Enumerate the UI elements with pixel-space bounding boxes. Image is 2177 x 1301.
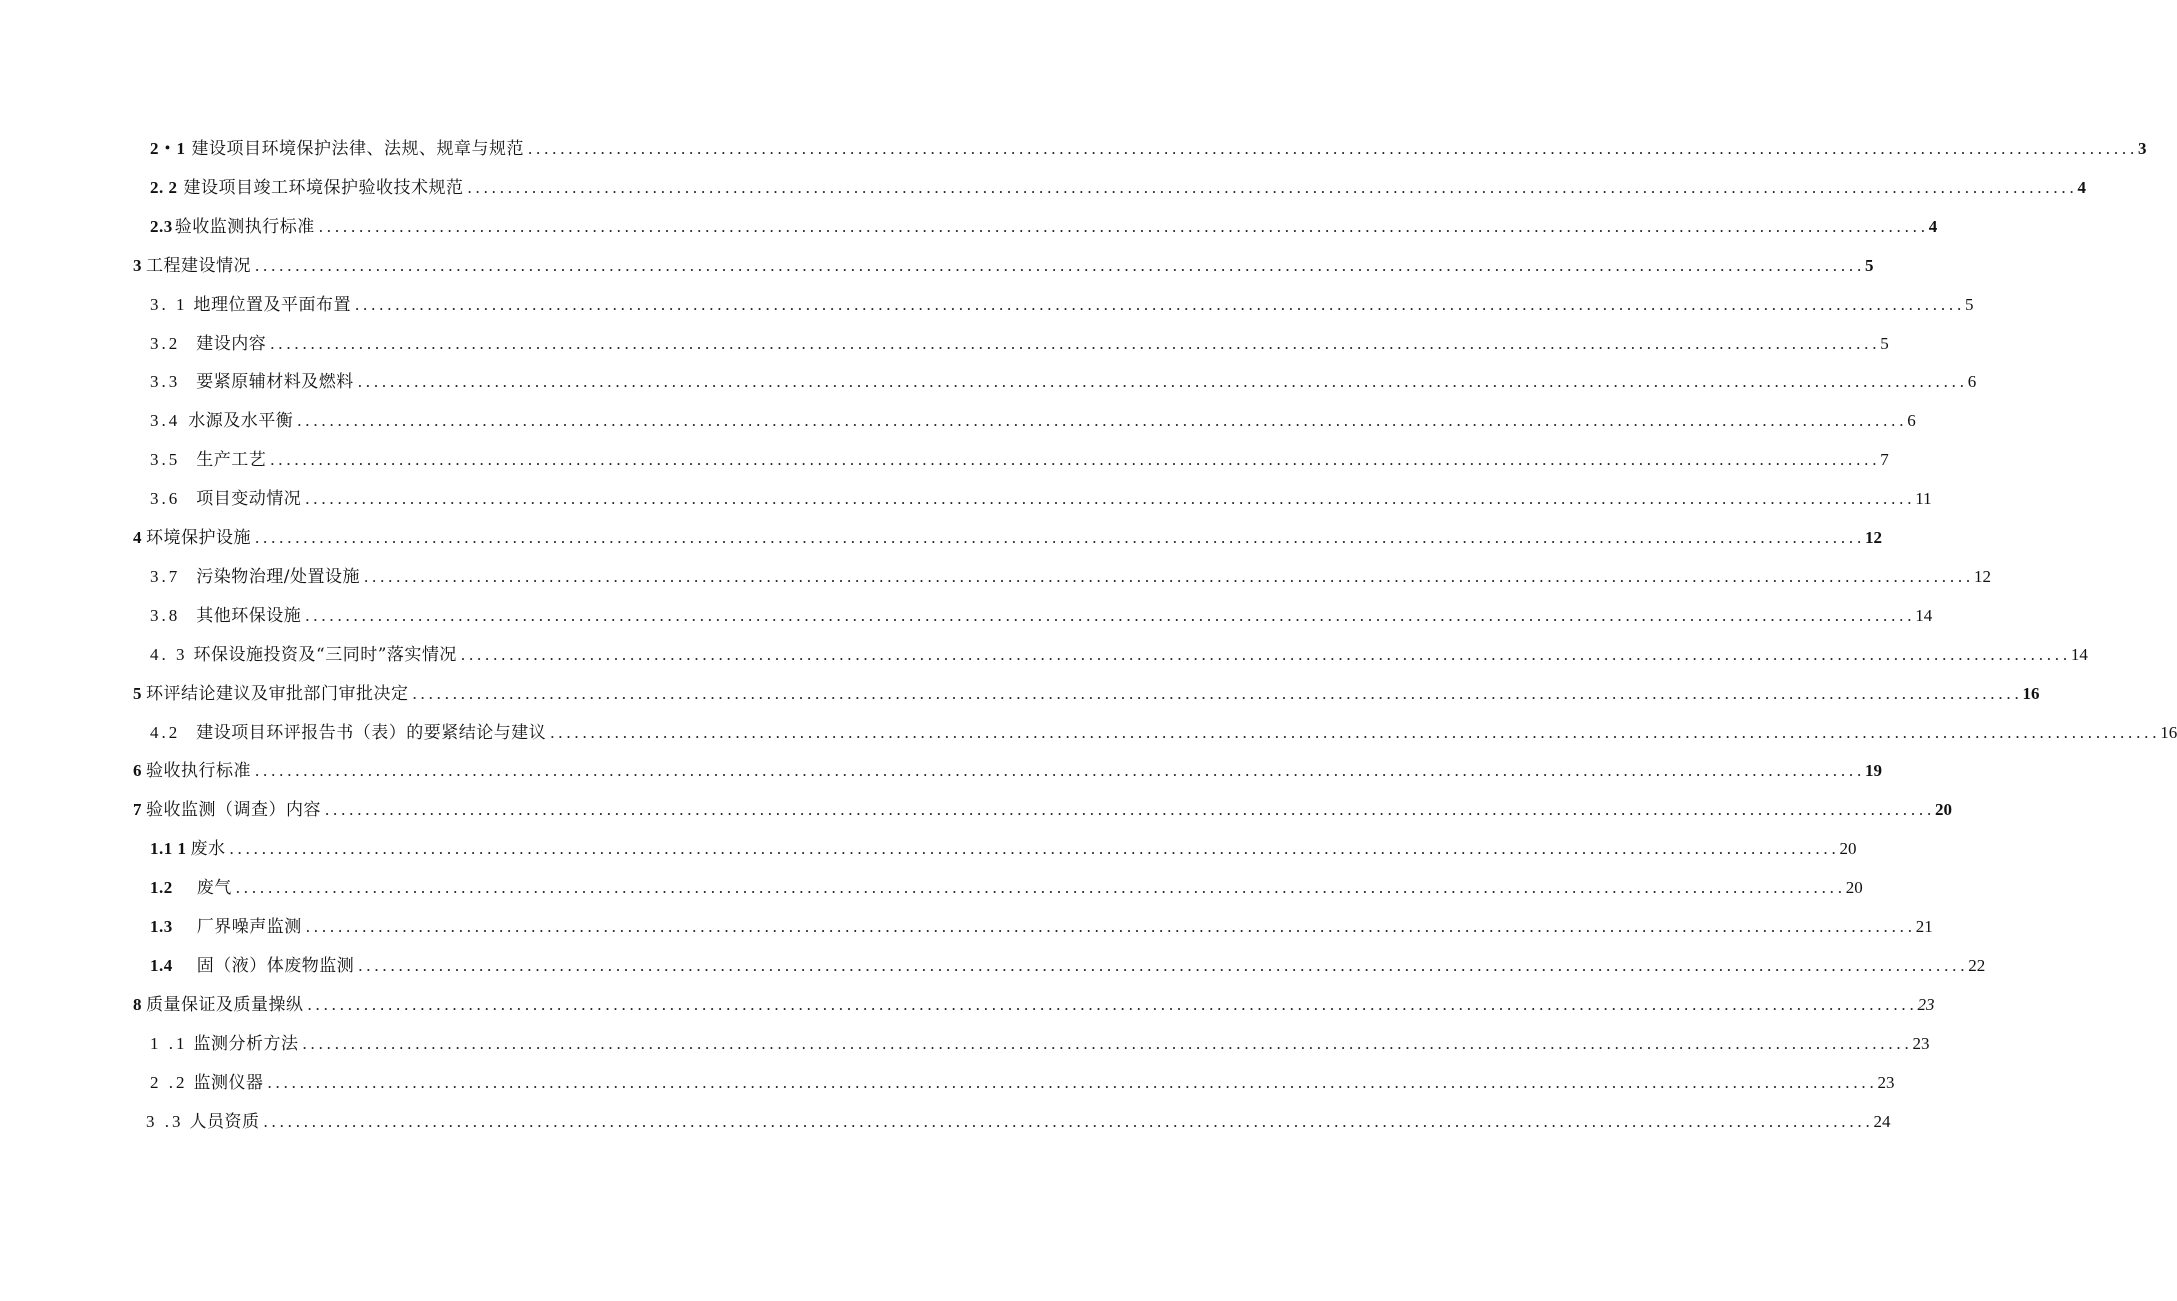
toc-entry[interactable]	[150, 1070, 1895, 1096]
toc-entry[interactable]	[150, 175, 2086, 201]
toc-dot-leader: ........................................................................................................................................................................................................	[355, 294, 1965, 314]
toc-entry[interactable]	[150, 369, 1977, 395]
toc-page-number: 5	[1865, 255, 1874, 275]
toc-dot-leader: ........................................................................................................................................................................................................	[297, 411, 1908, 431]
toc-entry-number: 3.2	[150, 333, 181, 353]
toc-entry[interactable]	[150, 331, 1889, 357]
toc-entry-title: 环境保护设施	[146, 528, 251, 548]
toc-entry-number: 3	[133, 255, 142, 275]
toc-dot-leader: ........................................................................................................................................................................................................	[302, 1033, 1913, 1053]
toc-entry-number: 3.8	[150, 605, 181, 625]
toc-entry[interactable]	[150, 214, 1938, 240]
toc-dot-leader: ........................................................................................................................................................................................................	[305, 605, 1916, 625]
toc-entry[interactable]	[150, 914, 1933, 940]
toc-dot-leader: ........................................................................................................................................................................................................	[255, 761, 1865, 781]
toc-entry[interactable]	[150, 564, 1991, 590]
toc-entry-title: 废水	[190, 839, 226, 860]
toc-entry-title: 污染物治理/处置设施	[196, 566, 360, 587]
toc-entry-title: 建设项目竣工环境保护验收技术规范	[183, 177, 464, 198]
toc-page-number: 16	[2022, 683, 2040, 703]
toc-entry-title: 固（液）体废物监测	[196, 955, 355, 976]
toc-entry[interactable]	[133, 681, 2040, 707]
toc-entry-number: 2 .2	[150, 1072, 188, 1092]
toc-entry-number: 3. 1	[150, 294, 188, 314]
toc-page-number: 4	[2077, 177, 2086, 197]
toc-dot-leader: ........................................................................................................................................................................................................	[358, 955, 1969, 975]
toc-entry-title: 验收监测（调查）内容	[146, 800, 321, 821]
toc-dot-leader: ........................................................................................................................................................................................................	[467, 177, 2078, 197]
toc-entry-number: 1.2	[150, 878, 173, 898]
toc-entry[interactable]	[150, 136, 2147, 162]
toc-page-number: 14	[1915, 605, 1933, 625]
toc-entry-number: 5	[133, 683, 142, 703]
toc-entry[interactable]	[133, 797, 1952, 823]
toc-entry-number: 3.6	[150, 489, 181, 509]
toc-entry-number: 1.1 1	[150, 839, 187, 859]
toc-entry-number: 6	[133, 761, 142, 781]
toc-entry-number: 3 .3	[146, 1111, 184, 1131]
toc-page-number: 16	[2160, 722, 2177, 742]
toc-entry-title: 项目变动情况	[196, 489, 302, 510]
toc-dot-leader: ........................................................................................................................................................................................................	[460, 644, 2071, 664]
toc-entry-title: 生产工艺	[196, 450, 267, 471]
toc-dot-leader: ........................................................................................................................................................................................................	[229, 839, 1840, 859]
toc-entry-number: 1 .1	[150, 1033, 188, 1053]
toc-entry-number: 1.3	[150, 917, 173, 936]
toc-page-number: 3	[2138, 139, 2147, 158]
toc-entry-title: 水源及水平衡	[188, 411, 294, 432]
toc-entry-number: 4. 3	[150, 644, 188, 664]
toc-entry-number: 4.2	[150, 722, 181, 742]
toc-entry[interactable]	[150, 408, 1916, 434]
toc-page-number: 19	[1865, 761, 1882, 781]
toc-entry-title: 环评结论建议及审批部门审批决定	[146, 683, 409, 704]
toc-dot-leader: ........................................................................................................................................................................................................	[305, 489, 1916, 509]
toc-entry[interactable]	[150, 875, 1863, 901]
toc-entry-number: 2.3	[150, 216, 173, 236]
toc-dot-leader: ........................................................................................................................................................................................................	[325, 800, 1935, 820]
toc-entry-title: 验收监测执行标准	[174, 216, 315, 237]
toc-dot-leader: ........................................................................................................................................................................................................	[305, 917, 1916, 936]
toc-entry-title: 环保设施投资及“三同时”落实情况	[193, 644, 457, 665]
toc-page-number: 22	[1968, 955, 1986, 975]
toc-page-number: 24	[1873, 1111, 1891, 1131]
toc-entry-number: 1.4	[150, 955, 173, 975]
toc-page-number: 7	[1880, 450, 1889, 470]
toc-page-number: 20	[1845, 878, 1863, 898]
toc-entry-title: 厂界噪声监测	[196, 917, 302, 937]
toc-entry[interactable]	[150, 642, 2088, 668]
toc-page-number: 14	[2070, 644, 2088, 664]
toc-entry-title: 人员资质	[189, 1111, 260, 1132]
toc-entry-number: 8	[133, 994, 142, 1014]
toc-dot-leader: ........................................................................................................................................................................................................	[357, 372, 1968, 392]
toc-dot-leader: ........................................................................................................................................................................................................	[235, 878, 1846, 898]
toc-entry-number: 2. 2	[150, 177, 178, 197]
toc-dot-leader: ........................................................................................................................................................................................................	[550, 722, 2161, 742]
toc-entry-title: 其他环保设施	[196, 605, 302, 626]
toc-entry-number: 4	[133, 528, 142, 547]
toc-dot-leader: ........................................................................................................................................................................................................	[270, 450, 1881, 470]
toc-page-number: 6	[1907, 411, 1916, 431]
toc-entry-number: 3.3	[150, 372, 181, 392]
toc-entry[interactable]	[150, 447, 1889, 473]
toc-entry-title: 要紧原辅材料及燃料	[196, 372, 354, 393]
toc-entry[interactable]	[150, 603, 1933, 629]
toc-entry-title: 监测分析方法	[193, 1033, 299, 1054]
toc-entry[interactable]	[150, 486, 1932, 512]
toc-dot-leader: ........................................................................................................................................................................................................	[263, 1111, 1874, 1131]
toc-entry-number: 7	[133, 800, 142, 820]
toc-dot-leader: ........................................................................................................................................................................................................	[267, 1072, 1878, 1092]
toc-entry-title: 地理位置及平面布置	[193, 294, 351, 315]
toc-entry[interactable]	[133, 253, 1874, 279]
toc-page-number: 23	[1912, 1033, 1930, 1053]
toc-dot-leader: ........................................................................................................................................................................................................	[528, 139, 2138, 158]
toc-entry[interactable]	[150, 953, 1986, 979]
toc-page-number: 6	[1967, 372, 1977, 392]
toc-entry[interactable]	[150, 1031, 1930, 1057]
toc-entry-number: 3.5	[150, 450, 181, 470]
toc-entry-title: 工程建设情况	[146, 255, 251, 276]
toc-dot-leader: ........................................................................................................................................................................................................	[270, 333, 1881, 353]
toc-dot-leader: ........................................................................................................................................................................................................	[255, 255, 1865, 275]
toc-entry-title: 质量保证及质量操纵	[146, 994, 304, 1015]
toc-page-number: 20	[1839, 839, 1857, 859]
toc-entry-number: 3.4	[150, 411, 181, 431]
toc-dot-leader: ........................................................................................................................................................................................................	[363, 566, 1974, 586]
toc-page-number: 4	[1928, 216, 1938, 236]
toc-entry-number: 3.7	[150, 566, 181, 586]
toc-entry-title: 建设内容	[196, 333, 267, 354]
toc-entry[interactable]	[133, 525, 1882, 551]
toc-entry[interactable]	[150, 720, 2177, 746]
toc-entry-title: 监测仪器	[193, 1072, 264, 1093]
toc-dot-leader: ........................................................................................................................................................................................................	[318, 216, 1929, 236]
toc-page-number: 5	[1965, 294, 1974, 314]
toc-page-number: 5	[1880, 333, 1889, 353]
toc-entry-number: 2・1	[150, 139, 186, 158]
toc-entry[interactable]	[146, 1109, 1891, 1135]
toc-page-number: 12	[1865, 528, 1882, 547]
toc-dot-leader: ........................................................................................................................................................................................................	[307, 994, 1918, 1014]
toc-entry-title: 建设项目环评报告书（表）的要紧结论与建议	[196, 722, 547, 743]
toc-entry[interactable]	[133, 758, 1882, 784]
toc-entry[interactable]	[150, 836, 1857, 862]
toc-entry-title: 验收执行标准	[146, 761, 251, 782]
toc-dot-leader: ........................................................................................................................................................................................................	[255, 528, 1865, 547]
toc-entry[interactable]	[133, 992, 1935, 1018]
toc-entry-title: 建设项目环境保护法律、法规、规章与规范	[191, 139, 524, 159]
toc-page-number: 21	[1915, 917, 1933, 936]
toc-entry-title: 废气	[196, 878, 232, 899]
toc-page-number: 23	[1877, 1072, 1895, 1092]
toc-page-number: 11	[1915, 489, 1932, 509]
toc-page-number: 12	[1973, 566, 1991, 586]
toc-page-number: 23	[1917, 994, 1935, 1014]
toc-page-number: 20	[1935, 800, 1952, 820]
toc-dot-leader: ........................................................................................................................................................................................................	[412, 683, 2023, 703]
toc-entry[interactable]	[150, 292, 1974, 318]
